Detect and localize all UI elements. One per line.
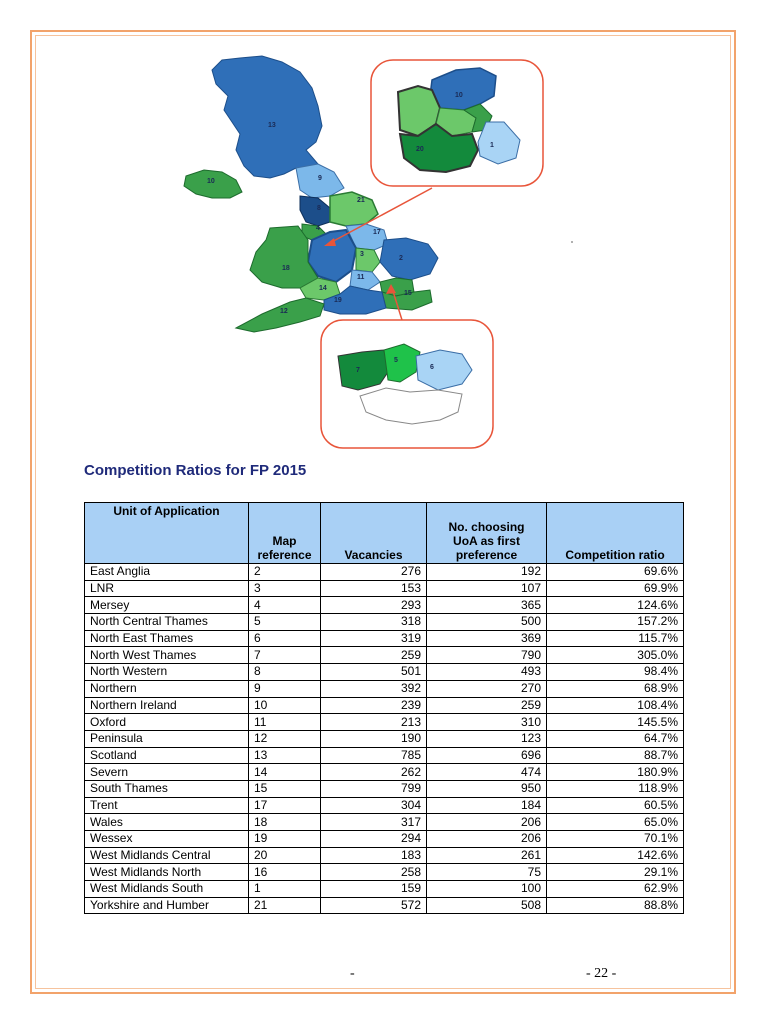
table-row [85,630,684,647]
cell-map-reference: 6 [249,630,321,647]
map-label: 13 [268,122,276,129]
table-row [85,780,684,797]
region-peninsula [236,298,324,332]
cell-vacancies: 213 [321,714,427,731]
table-row [85,797,684,814]
cell-vacancies: 392 [321,680,427,697]
cell-vacancies: 293 [321,597,427,614]
cell-choosing: 950 [427,780,547,797]
map-label: 19 [334,297,342,304]
region-east-anglia [380,238,438,280]
cell-competition-ratio: 145.5% [547,714,684,731]
map-label: 21 [357,197,365,204]
cell-vacancies: 785 [321,747,427,764]
cell-vacancies: 304 [321,797,427,814]
cell-map-reference: 18 [249,814,321,831]
table-row [85,714,684,731]
map-label: 18 [282,265,290,272]
cell-competition-ratio: 88.7% [547,747,684,764]
map-label: 8 [317,205,321,212]
cell-vacancies: 159 [321,881,427,898]
header-map-line1: Map [272,534,297,548]
cell-choosing: 696 [427,747,547,764]
map-label: 4 [316,225,320,232]
cell-vacancies: 258 [321,864,427,881]
cell-choosing: 310 [427,714,547,731]
cell-choosing: 107 [427,580,547,597]
table-row [85,881,684,898]
cell-choosing: 500 [427,614,547,631]
cell-unit: South Thames [85,780,249,797]
table-row [85,831,684,848]
cell-choosing: 259 [427,697,547,714]
cell-competition-ratio: 180.9% [547,764,684,781]
cell-competition-ratio: 98.4% [547,664,684,681]
cell-competition-ratio: 64.7% [547,730,684,747]
cell-unit: North Western [85,664,249,681]
uk-deanery-map [0,0,768,460]
table-row [85,664,684,681]
cell-map-reference: 10 [249,697,321,714]
cell-map-reference: 1 [249,881,321,898]
map-label: 2 [399,255,403,262]
cell-unit: West Midlands North [85,864,249,881]
cell-map-reference: 17 [249,797,321,814]
cell-choosing: 123 [427,730,547,747]
cell-choosing: 261 [427,847,547,864]
cell-vacancies: 318 [321,614,427,631]
map-label: 12 [280,308,288,315]
inset-london-label: 7 [356,367,360,374]
inset-north-label: 10 [455,92,463,99]
competition-ratio-table [84,502,684,914]
cell-map-reference: 15 [249,780,321,797]
cell-competition-ratio: 65.0% [547,814,684,831]
header-vacancies: Vacancies [321,503,427,564]
cell-unit: Northern [85,680,249,697]
header-unit: Unit of Application [85,503,249,564]
inset-north-label: 1 [490,142,494,149]
cell-vacancies: 153 [321,580,427,597]
cell-vacancies: 259 [321,647,427,664]
cell-unit: Wessex [85,831,249,848]
inset-london-label: 5 [394,357,398,364]
cell-map-reference: 16 [249,864,321,881]
cell-unit: Northern Ireland [85,697,249,714]
cell-competition-ratio: 29.1% [547,864,684,881]
table-row [85,897,684,914]
cell-map-reference: 7 [249,647,321,664]
table-row [85,680,684,697]
footer-dash: - [350,966,355,981]
cell-vacancies: 239 [321,697,427,714]
cell-unit: East Anglia [85,564,249,581]
cell-map-reference: 2 [249,564,321,581]
table-row [85,614,684,631]
header-choosing-line1: No. choosing [448,520,525,534]
table-row [85,647,684,664]
region-scotland [212,56,322,178]
map-label: 15 [404,290,412,297]
header-map-reference [249,503,321,564]
cell-unit: Oxford [85,714,249,731]
cell-vacancies: 319 [321,630,427,647]
header-choosing-line3: preference [455,548,518,562]
table-row [85,564,684,581]
cell-unit: West Midlands Central [85,847,249,864]
cell-unit: Wales [85,814,249,831]
cell-choosing: 474 [427,764,547,781]
cell-choosing: 790 [427,647,547,664]
table-body [85,564,684,914]
section-heading: Competition Ratios for FP 2015 [84,462,307,479]
cell-unit: Severn [85,764,249,781]
cell-choosing: 184 [427,797,547,814]
cell-competition-ratio: 124.6% [547,597,684,614]
cell-unit: Mersey [85,597,249,614]
header-choosing [427,503,547,564]
cell-competition-ratio: 108.4% [547,697,684,714]
cell-vacancies: 190 [321,730,427,747]
map-label: 17 [373,229,381,236]
cell-vacancies: 262 [321,764,427,781]
map-label: 11 [357,274,365,281]
cell-map-reference: 9 [249,680,321,697]
header-map-line2: reference [257,548,312,562]
cell-unit: Yorkshire and Humber [85,897,249,914]
cell-choosing: 206 [427,831,547,848]
map-label: 10 [207,178,215,185]
cell-map-reference: 11 [249,714,321,731]
cell-competition-ratio: 68.9% [547,680,684,697]
cell-competition-ratio: 60.5% [547,797,684,814]
cell-vacancies: 799 [321,780,427,797]
cell-vacancies: 317 [321,814,427,831]
table-row [85,597,684,614]
cell-unit: Peninsula [85,730,249,747]
cell-unit: North Central Thames [85,614,249,631]
cell-choosing: 508 [427,897,547,914]
cell-unit: Trent [85,797,249,814]
cell-unit: North East Thames [85,630,249,647]
cell-competition-ratio: 62.9% [547,881,684,898]
inset-north-label: 20 [416,146,424,153]
cell-competition-ratio: 118.9% [547,780,684,797]
cell-competition-ratio: 142.6% [547,847,684,864]
cell-choosing: 493 [427,664,547,681]
cell-competition-ratio: 157.2% [547,614,684,631]
table-header-row [85,503,684,564]
region-north-western [300,196,330,226]
cell-unit: North West Thames [85,647,249,664]
cell-choosing: 206 [427,814,547,831]
header-choosing-line2: UoA as first [453,534,520,548]
cell-map-reference: 5 [249,614,321,631]
cell-map-reference: 21 [249,897,321,914]
cell-competition-ratio: 305.0% [547,647,684,664]
page-number: - 22 - [586,966,617,981]
cell-map-reference: 8 [249,664,321,681]
cell-vacancies: 276 [321,564,427,581]
cell-competition-ratio: 115.7% [547,630,684,647]
cell-unit: LNR [85,580,249,597]
cell-map-reference: 13 [249,747,321,764]
cell-map-reference: 3 [249,580,321,597]
map-label: 3 [360,251,364,258]
cell-choosing: 192 [427,564,547,581]
table-row [85,764,684,781]
inset-london-label: 6 [430,364,434,371]
cell-vacancies: 501 [321,664,427,681]
cell-choosing: 369 [427,630,547,647]
inset-region-7 [338,350,388,390]
cell-choosing: 270 [427,680,547,697]
table-row [85,580,684,597]
table-row [85,814,684,831]
table-row [85,747,684,764]
cell-vacancies: 572 [321,897,427,914]
cell-competition-ratio: 69.6% [547,564,684,581]
cell-map-reference: 20 [249,847,321,864]
map-label: 14 [319,285,327,292]
cell-competition-ratio: 69.9% [547,580,684,597]
cell-map-reference: 19 [249,831,321,848]
table-row [85,697,684,714]
cell-unit: Scotland [85,747,249,764]
small-dot [571,241,573,243]
cell-unit: West Midlands South [85,881,249,898]
table-row [85,730,684,747]
cell-map-reference: 12 [249,730,321,747]
cell-competition-ratio: 88.8% [547,897,684,914]
cell-vacancies: 183 [321,847,427,864]
cell-competition-ratio: 70.1% [547,831,684,848]
table-row [85,864,684,881]
header-ratio: Competition ratio [547,503,684,564]
table-row [85,847,684,864]
map-label: 9 [318,175,322,182]
cell-choosing: 75 [427,864,547,881]
cell-map-reference: 14 [249,764,321,781]
cell-vacancies: 294 [321,831,427,848]
cell-map-reference: 4 [249,597,321,614]
cell-choosing: 100 [427,881,547,898]
cell-choosing: 365 [427,597,547,614]
